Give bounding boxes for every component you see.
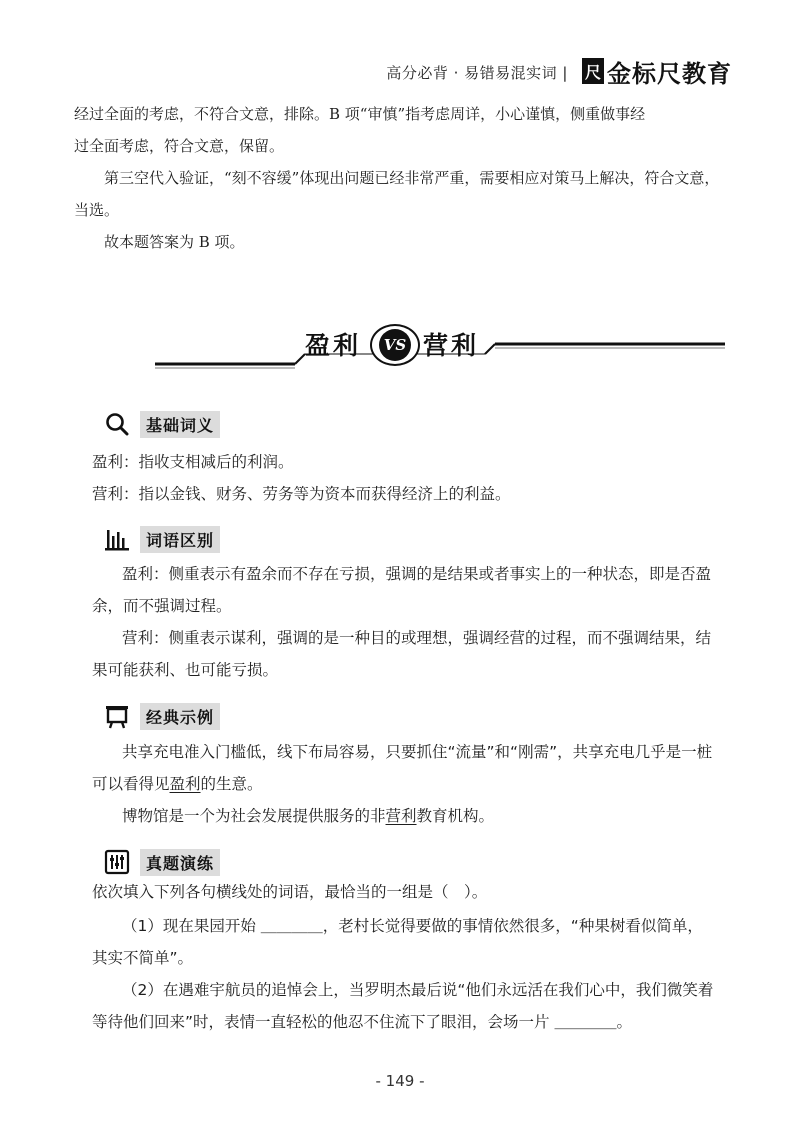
example-1-text-after: 的生意。	[200, 775, 263, 793]
definition-yingli-business: 营利：指以金钱、财务、劳务等为资本而获得经济上的利益。	[92, 485, 511, 503]
section-heading-difference: 词语区别	[140, 526, 220, 553]
bar-chart-icon	[104, 526, 130, 552]
example-2-text-before: 博物馆是一个为社会发展提供服务的非	[122, 807, 386, 825]
difference-yingli-profit: 盈利：侧重表示有盈余而不存在亏损，强调的是结果或者事实上的一种状态，即是否盈余，而不强调过程。	[92, 565, 712, 615]
practice-question-2: （2）在遇难宇航员的追悼会上，当罗明杰最后说“他们永远活在我们心中，我们微笑着等待他们回来”时，表情一直轻松的他忍不住流下了眼泪，会场一片 ＿＿＿＿。	[92, 981, 714, 1031]
brand-name: 金标尺教育	[607, 59, 732, 88]
example-2-text-after: 教育机构。	[416, 807, 495, 825]
example-2	[92, 800, 717, 832]
continued-line-2: 过全面考虑，符合文意，保留。	[74, 137, 285, 155]
section-heading-practice: 真题演练	[140, 849, 220, 876]
section-practice	[104, 848, 220, 876]
difference-yingli-business: 营利：侧重表示谋利，强调的是一种目的或理想，强调经营的过程，而不强调结果，结果可能获利、也可能亏损。	[92, 629, 712, 679]
magnifier-icon	[104, 411, 130, 437]
basic-meaning-body	[92, 446, 717, 510]
continued-paragraph-2: 第三空代入验证，“刻不容缓”体现出问题已经非常严重，需要相应对策马上解决，符合文意，当选。	[74, 169, 720, 219]
example-1-text-before: 共享充电准入门槛低，线下布局容易，只要抓住“流量”和“刚需”，共享充电几乎是一桩可以看得见	[92, 743, 713, 793]
section-heading-basic: 基础词义	[140, 411, 220, 438]
title-word-right: 营利	[423, 331, 480, 360]
section-basic-meaning	[104, 410, 220, 438]
brand-logo	[582, 56, 732, 86]
section-examples	[104, 702, 220, 730]
section-heading-examples: 经典示例	[140, 703, 220, 730]
page-number: - 149 -	[375, 1072, 425, 1090]
example-1	[92, 736, 717, 800]
definition-yingli-profit: 盈利：指收支相减后的利润。	[92, 453, 294, 471]
continued-paragraph-1	[74, 98, 724, 162]
example-2-keyword: 营利	[385, 807, 417, 825]
answer-line: 故本题答案为 B 项。	[104, 233, 245, 251]
header-tagline: 高分必背 · 易错易混实词 |	[386, 64, 568, 82]
vs-badge	[370, 324, 420, 366]
practice-question-1: （1）现在果园开始 ＿＿＿＿，老村长觉得要做的事情依然很多，“种果树看似简单，其实不简单”。	[92, 917, 703, 967]
vs-label: VS	[379, 329, 411, 361]
example-1-keyword: 盈利	[169, 775, 201, 793]
title-word-left: 盈利	[305, 331, 362, 360]
practice-intro: 依次填入下列各句横线处的词语，最恰当的一组是（ ）。	[92, 883, 488, 901]
brand-mark-icon: 尺	[582, 58, 604, 84]
presentation-board-icon	[104, 703, 130, 729]
continued-line-1: 经过全面的考虑，不符合文意，排除。B 项“审慎”指考虑周详，小心谨慎，侧重做事经	[74, 105, 646, 123]
comparison-title-banner	[155, 318, 725, 378]
sliders-icon	[104, 849, 130, 875]
section-difference	[104, 525, 220, 553]
